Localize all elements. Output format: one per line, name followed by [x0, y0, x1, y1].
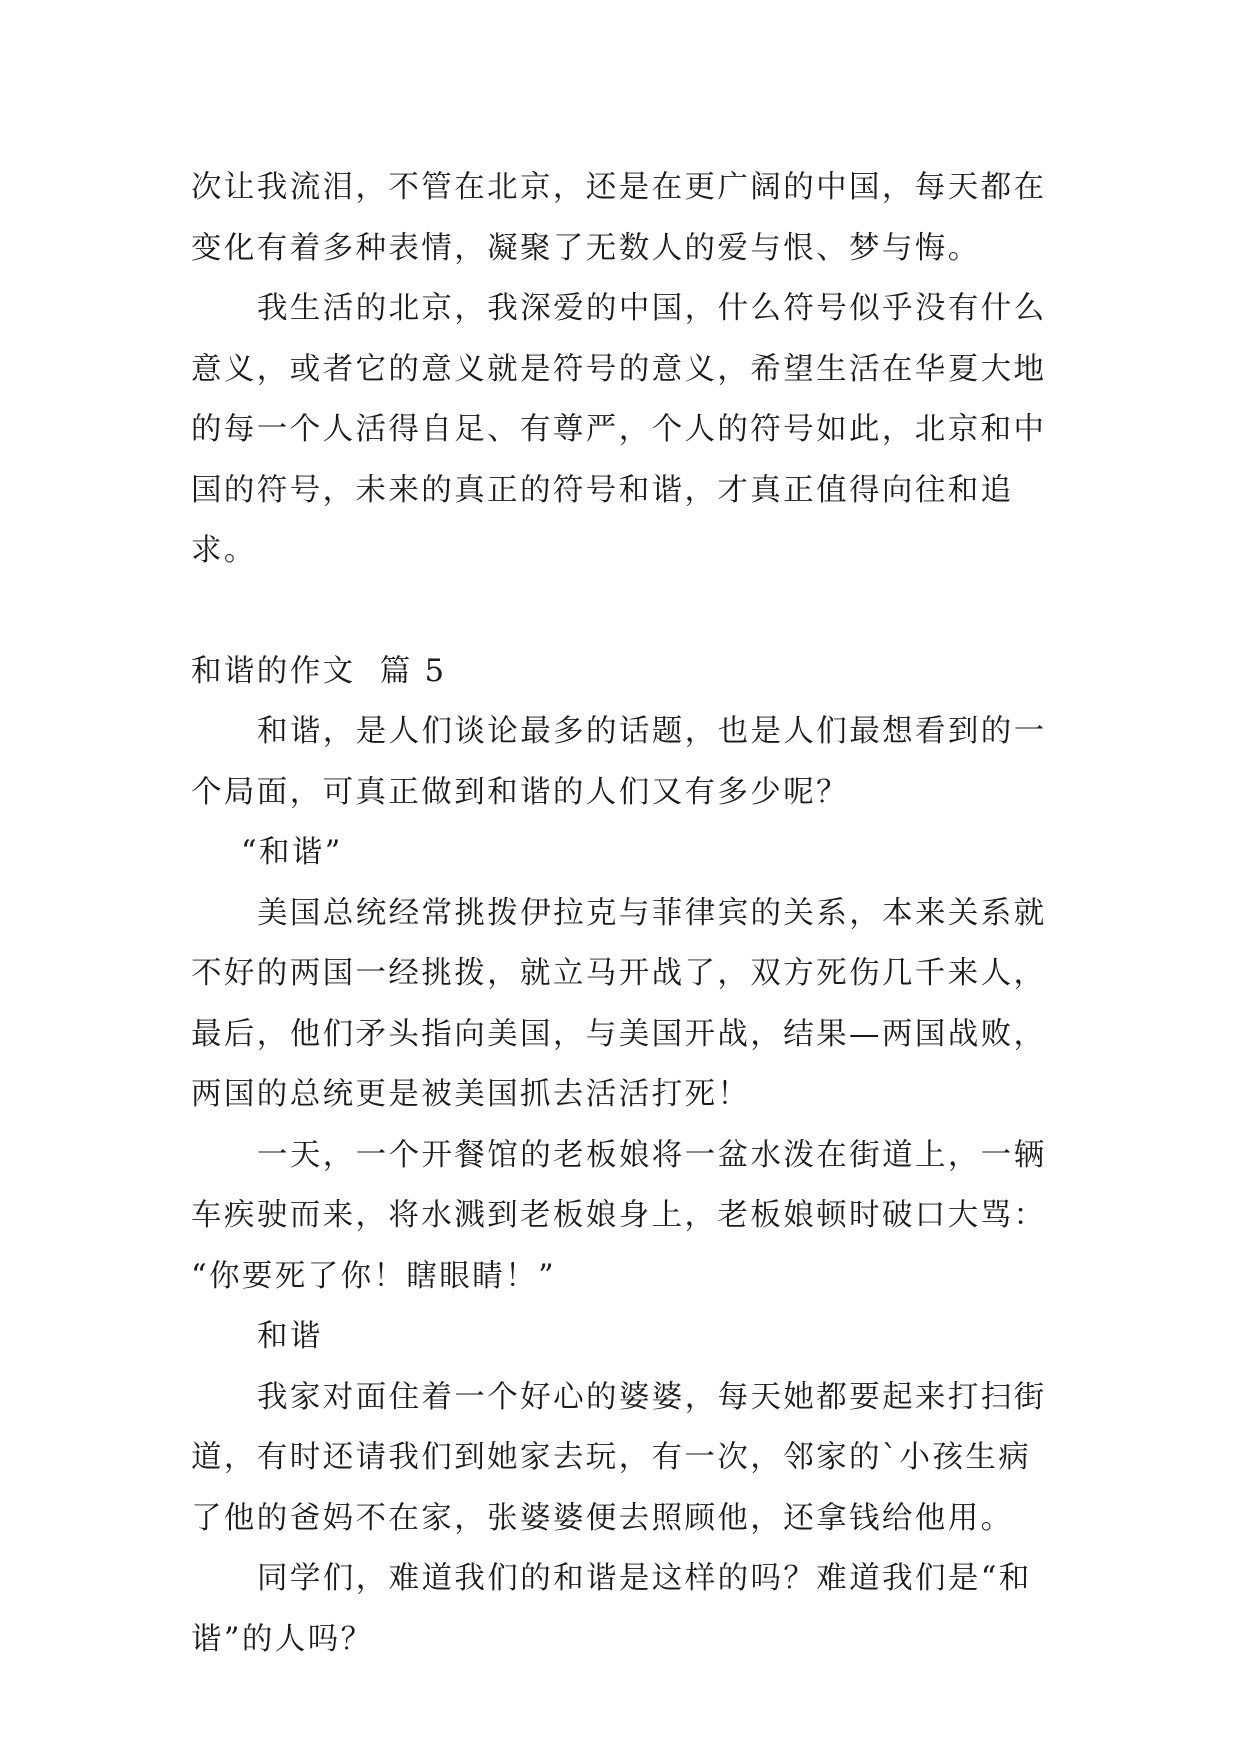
text-line: 我生活的北京，我深爱的中国，什么符号似乎没有什么: [257, 291, 1047, 326]
paragraph-water: [191, 1126, 1061, 1308]
text-line: 个局面，可真正做到和谐的人们又有多少呢？: [191, 774, 849, 810]
text-line: 了他的爸妈不在家，张婆婆便去照顾他，还拿钱给他用。: [191, 1500, 1014, 1536]
paragraph-continued: [191, 158, 1061, 279]
text-line: 美国总统经常挑拨伊拉克与菲律宾的关系，本来关系就: [257, 895, 1047, 931]
text-line: 我家对面住着一个好心的婆婆，每天她都要起来打扫街: [257, 1379, 1047, 1415]
section-spacer: [191, 582, 1061, 642]
paragraph-intro: [191, 702, 1061, 823]
paragraph-closing: [191, 279, 1061, 582]
text-line: 和谐，是人们谈论最多的话题，也是人们最想看到的一: [257, 714, 1047, 749]
text-line: 两国的总统更是被美国抓去活活打死！: [191, 1077, 751, 1112]
text-line: 最后，他们矛头指向美国，与美国开战，结果—两国战败，: [191, 1016, 1047, 1052]
text-line: “你要死了你！瞎眼睛！”: [191, 1258, 556, 1294]
paragraph-granny: [191, 1368, 1061, 1550]
subtitle-quoted: “和谐”: [241, 835, 343, 870]
text-line: 道，有时还请我们到她家去玩，有一次，邻家的`小孩生病: [191, 1440, 1032, 1475]
text-line: 不好的两国一经挑拨，就立马开战了，双方死伤几千来人，: [191, 956, 1047, 991]
text-line: 变化有着多种表情，凝聚了无数人的爱与恨、梦与悔。: [191, 230, 981, 266]
text-line: 的每一个人活得自足、有尊严，个人的符号如此，北京和中: [191, 412, 1047, 447]
text-line: 国的符号，未来的真正的符号和谐，才真正值得向往和追求。: [191, 472, 1014, 568]
text-line: 同学们，难道我们的和谐是这样的吗？难道我们是“和: [257, 1561, 1032, 1596]
text-line: 车疾驶而来，将水溅到老板娘身上，老板娘顿时破口大骂：: [191, 1198, 1047, 1233]
subtitle-plain: 和谐: [257, 1319, 323, 1354]
section-heading: 和谐的作文 篇 5: [191, 653, 447, 689]
text-line: 次让我流泪，不管在北京，还是在更广阔的中国，每天都在: [191, 170, 1047, 205]
text-line: 意义，或者它的意义就是符号的意义，希望生活在华夏大地: [191, 351, 1047, 387]
text-line: 一天，一个开餐馆的老板娘将一盆水泼在街道上，一辆: [257, 1137, 1047, 1173]
paragraph-war: [191, 884, 1061, 1126]
text-line: 谐”的人吗？: [191, 1621, 374, 1657]
document-body: [191, 158, 1061, 1670]
paragraph-question: [191, 1549, 1061, 1670]
